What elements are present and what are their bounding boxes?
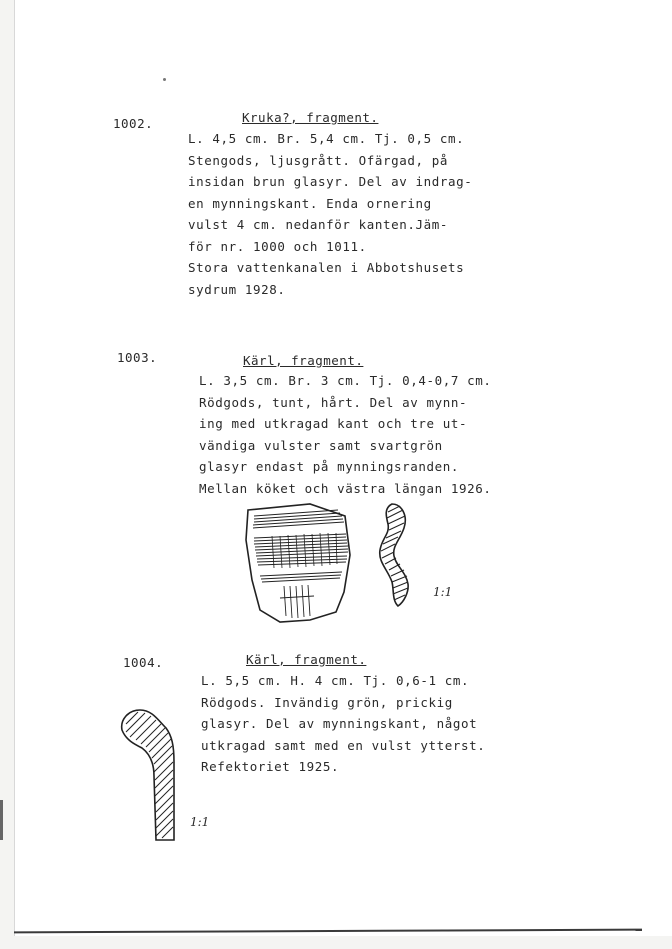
entry-title: Kärl, fragment. <box>246 652 367 667</box>
entry-title: Kruka?, fragment. <box>242 110 379 125</box>
entry-line: vulst 4 cm. nedanför kanten.Jäm- <box>188 217 449 232</box>
entry-line: L. 4,5 cm. Br. 5,4 cm. Tj. 0,5 cm. <box>188 131 465 146</box>
entry-number: 1003. <box>117 350 158 365</box>
rim-profile-drawing <box>118 706 180 846</box>
scale-label: 1:1 <box>433 585 453 599</box>
entry-line: L. 3,5 cm. Br. 3 cm. Tj. 0,4-0,7 cm. <box>199 373 492 388</box>
entry-line: insidan brun glasyr. Del av indrag- <box>188 174 473 189</box>
entry-line: sydrum 1928. <box>188 281 286 297</box>
entry-line: Rödgods. Invändig grön, prickig <box>201 694 453 710</box>
entry-line: Rödgods, tunt, hårt. Del av mynn- <box>199 394 468 410</box>
entry-line: glasyr endast på mynningsranden. <box>199 459 460 474</box>
entry-line: glasyr. Del av mynningskant, något <box>201 716 478 731</box>
entry-title: Kärl, fragment. <box>243 353 364 368</box>
entry-line: L. 5,5 cm. H. 4 cm. Tj. 0,6-1 cm. <box>201 673 470 688</box>
sherd-profile-drawing <box>372 500 417 610</box>
entry-line: utkragad samt med en vulst ytterst. <box>201 737 486 753</box>
entry-line: en mynningskant. Enda ornering <box>188 195 432 211</box>
entry-line: för nr. 1000 och 1011. <box>188 238 367 254</box>
sherd-front-drawing <box>240 500 355 625</box>
entry-description <box>188 128 472 300</box>
paper-speck <box>163 78 166 81</box>
binding-edge-mark <box>0 800 3 840</box>
entry-line: Stengods, ljusgrått. Ofärgad, på <box>188 152 449 168</box>
entry-line: Mellan köket och västra längan 1926. <box>199 480 492 496</box>
entry-description <box>201 670 485 778</box>
scale-label: 1:1 <box>190 815 210 829</box>
entry-line: vändiga vulster samt svartgrön <box>199 437 443 453</box>
entry-line: Refektoriet 1925. <box>201 759 340 774</box>
entry-line: Stora vattenkanalen i Abbotshusets <box>188 260 465 275</box>
entry-line: ing med utkragad kant och tre ut- <box>199 416 468 431</box>
entry-description <box>199 370 492 499</box>
entry-number: 1002. <box>113 116 154 131</box>
entry-number: 1004. <box>123 655 164 670</box>
